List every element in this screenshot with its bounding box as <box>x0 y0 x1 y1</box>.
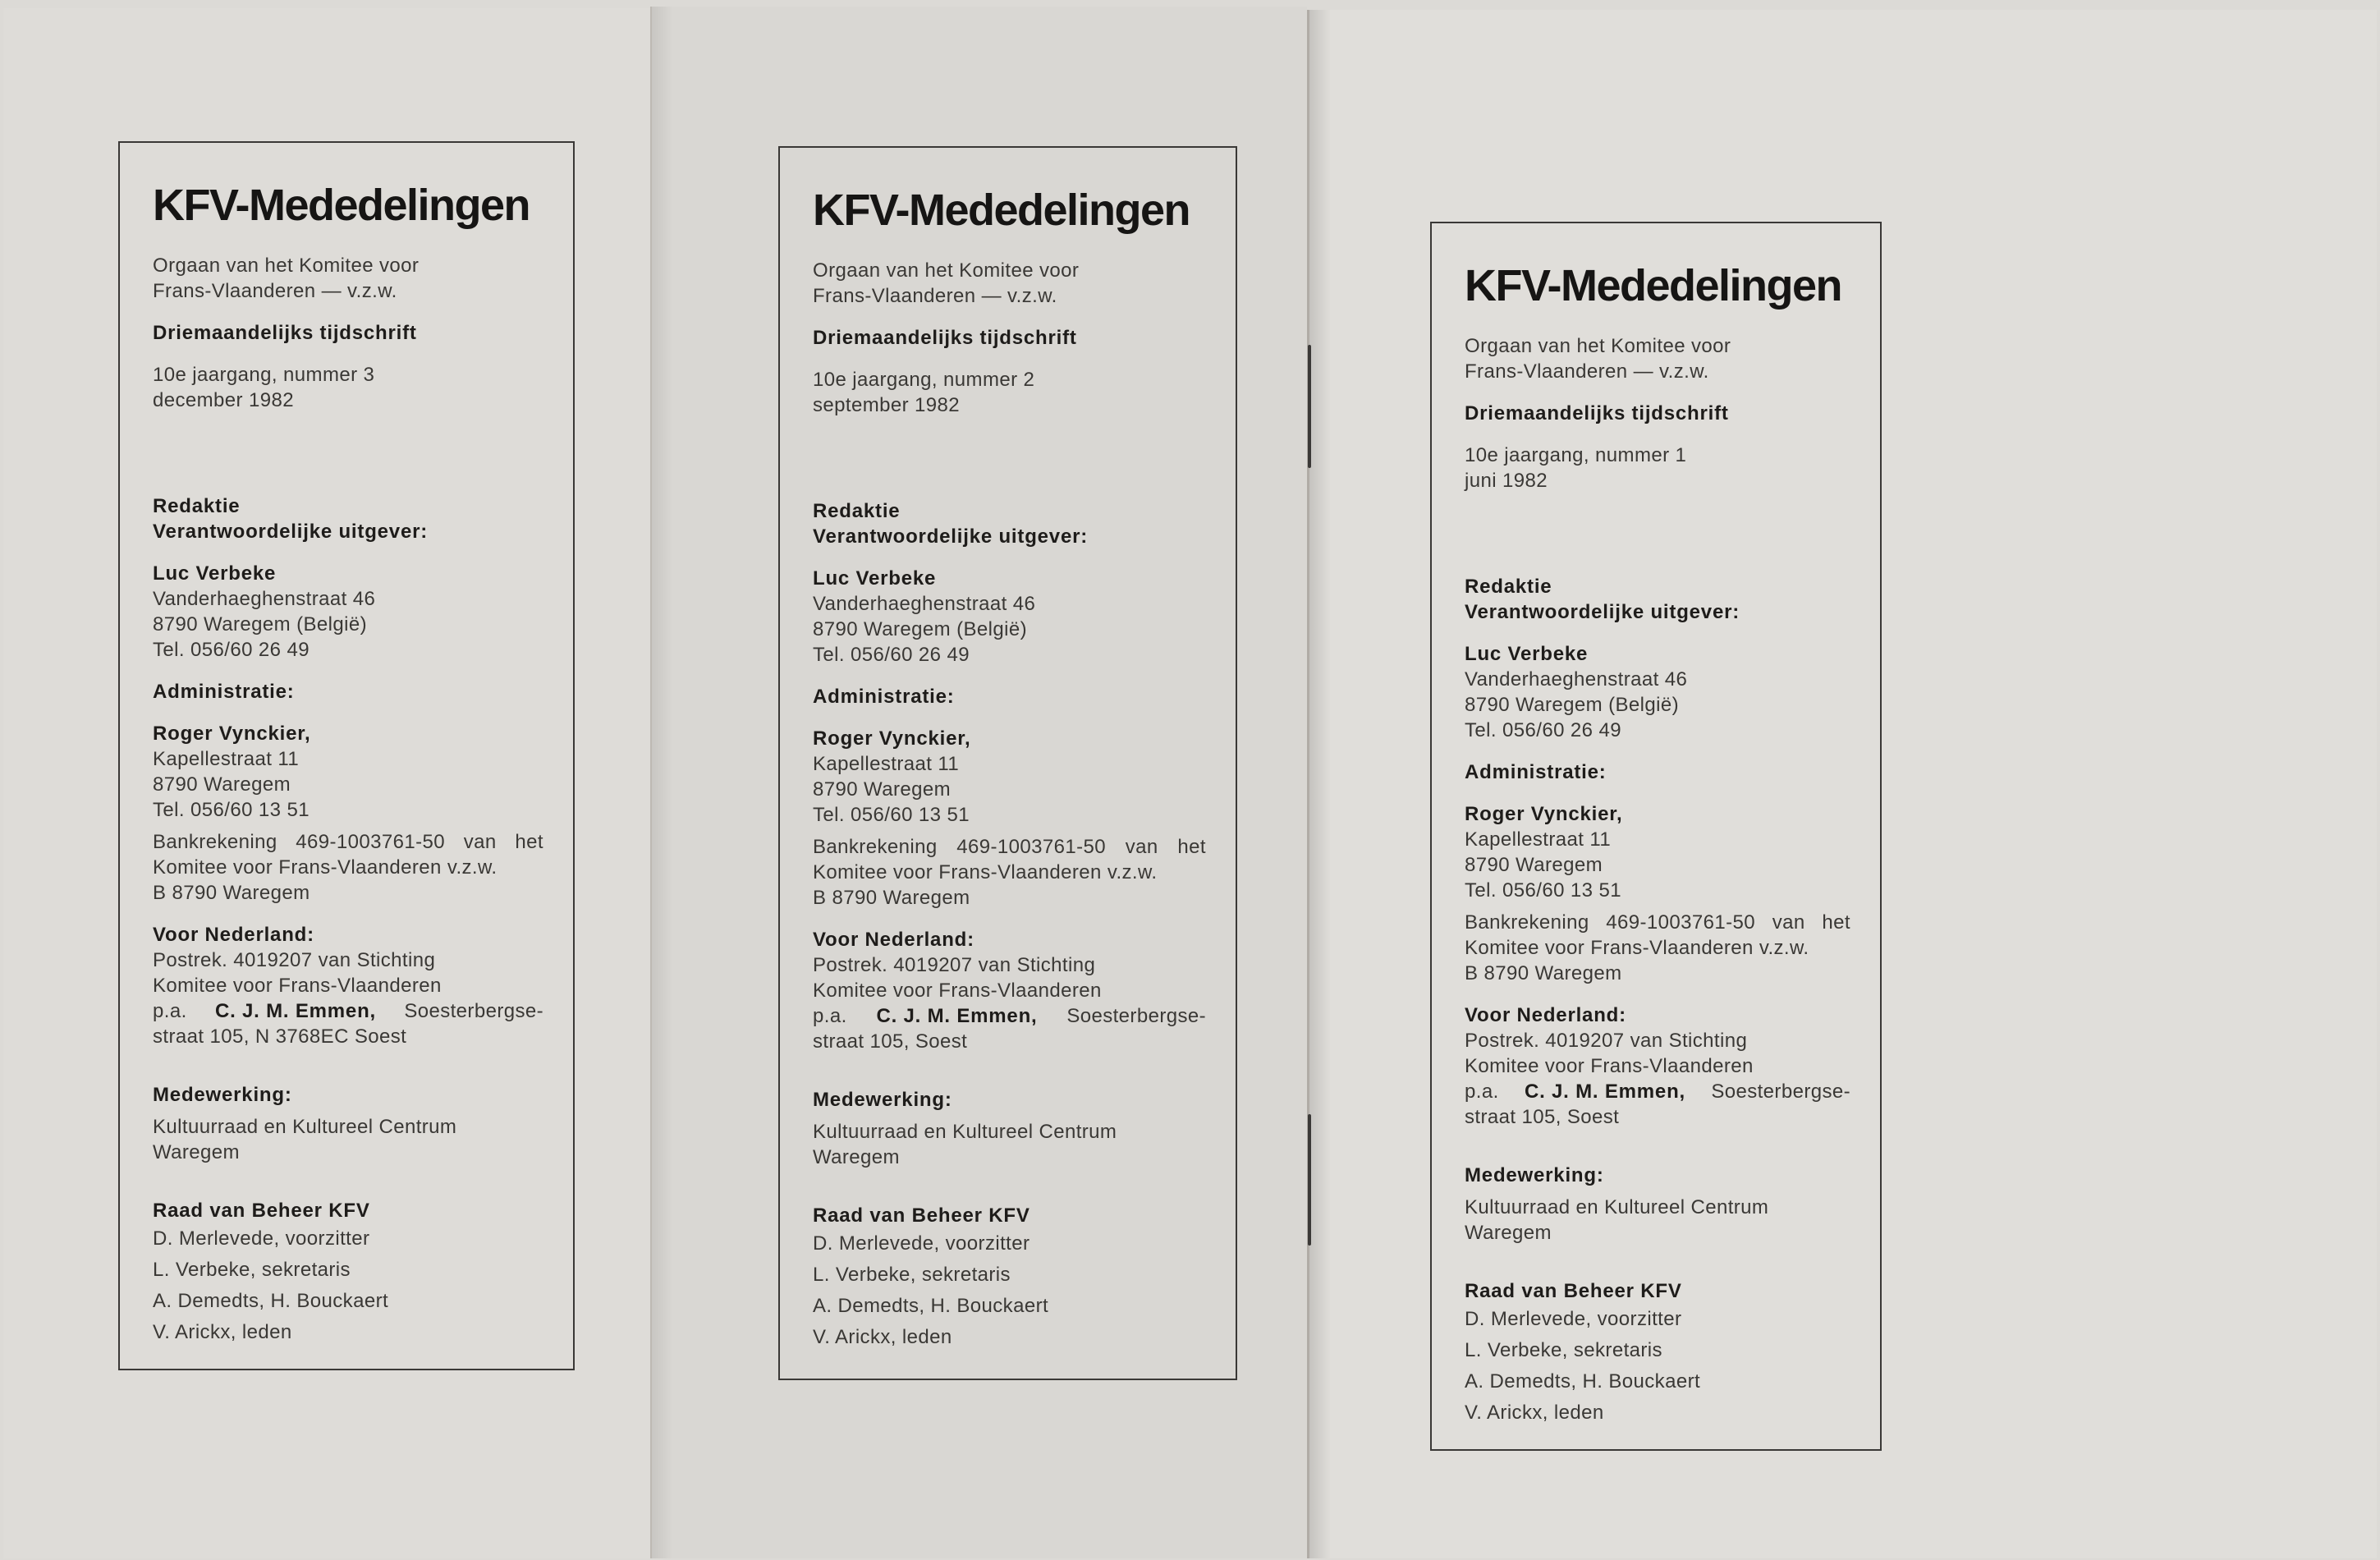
issue-date: september 1982 <box>813 394 961 416</box>
volume-number: 10e jaargang, nummer 2 <box>813 369 1035 391</box>
street-part: Soesterbergse- <box>1711 1081 1850 1103</box>
bank-account-number: 469-1003761-50 <box>1606 911 1756 934</box>
periodical-label: Driemaandelijks tijdschrift <box>153 322 417 344</box>
netherlands-address: straat 105, Soest <box>1465 1106 1620 1128</box>
bank-account-city: B 8790 Waregem <box>153 882 310 904</box>
netherlands-address: straat 105, Soest <box>813 1030 968 1053</box>
netherlands-postal-account: Postrek. 4019207 van Stichting <box>153 949 436 971</box>
masthead-title: KFV-Mededelingen <box>153 181 530 230</box>
organ-line: Frans-Vlaanderen — v.z.w. <box>153 280 397 302</box>
redaktie-heading: Redaktie <box>1465 576 1552 598</box>
publisher-city: 8790 Waregem (België) <box>153 613 367 635</box>
organ-line: Frans-Vlaanderen — v.z.w. <box>1465 360 1709 383</box>
bank-account-city: B 8790 Waregem <box>1465 962 1622 984</box>
care-of-label: p.a. <box>813 1005 847 1027</box>
administration-label: Administratie: <box>813 686 955 708</box>
bank-word: het <box>1822 911 1850 934</box>
colophon-box <box>1430 222 1882 1451</box>
organ-line: Orgaan van het Komitee voor <box>1465 335 1731 357</box>
board-member: L. Verbeke, sekretaris <box>1465 1339 1662 1361</box>
administration-street: Kapellestraat 11 <box>1465 828 1612 851</box>
colophon-box <box>778 146 1237 1380</box>
netherlands-foundation: Komitee voor Frans-Vlaanderen <box>1465 1055 1754 1077</box>
volume-number: 10e jaargang, nummer 3 <box>153 364 375 386</box>
administration-label: Administratie: <box>153 681 295 703</box>
bank-account-number: 469-1003761-50 <box>956 836 1107 858</box>
issue-date: juni 1982 <box>1465 470 1548 492</box>
publisher-label: Verantwoordelijke uitgever: <box>813 525 1089 548</box>
publisher-label: Verantwoordelijke uitgever: <box>153 521 429 543</box>
publisher-city: 8790 Waregem (België) <box>1465 694 1679 716</box>
bank-account-number: 469-1003761-50 <box>296 831 446 853</box>
publisher-name: Luc Verbeke <box>153 562 277 585</box>
netherlands-label: Voor Nederland: <box>153 924 314 946</box>
netherlands-label: Voor Nederland: <box>1465 1004 1626 1026</box>
publisher-label: Verantwoordelijke uitgever: <box>1465 601 1740 623</box>
bank-account-holder: Komitee voor Frans-Vlaanderen v.z.w. <box>1465 937 1809 959</box>
board-member: A. Demedts, H. Bouckaert <box>813 1295 1049 1317</box>
contact-name: C. J. M. Emmen, <box>214 1000 376 1022</box>
board-member: D. Merlevede, voorzitter <box>1465 1308 1682 1330</box>
netherlands-contact-line <box>1465 1079 1850 1104</box>
netherlands-postal-account: Postrek. 4019207 van Stichting <box>1465 1030 1748 1052</box>
board-heading: Raad van Beheer KFV <box>1465 1280 1682 1302</box>
publisher-phone: Tel. 056/60 26 49 <box>153 639 310 661</box>
bank-word: Bankrekening <box>813 836 938 858</box>
administration-label: Administratie: <box>1465 761 1607 783</box>
board-member: D. Merlevede, voorzitter <box>153 1227 370 1250</box>
organ-line: Frans-Vlaanderen — v.z.w. <box>813 285 1057 307</box>
bank-word: het <box>1177 836 1206 858</box>
cooperation-label: Medewerking: <box>153 1084 292 1106</box>
board-member: A. Demedts, H. Bouckaert <box>1465 1370 1701 1393</box>
publisher-city: 8790 Waregem (België) <box>813 618 1027 640</box>
bank-account-line <box>813 834 1206 860</box>
cooperation-line: Waregem <box>813 1146 900 1168</box>
masthead-title: KFV-Mededelingen <box>813 186 1190 235</box>
bank-account-line <box>1465 910 1850 935</box>
administration-phone: Tel. 056/60 13 51 <box>813 804 970 826</box>
contact-name: C. J. M. Emmen, <box>876 1005 1038 1027</box>
netherlands-postal-account: Postrek. 4019207 van Stichting <box>813 954 1096 976</box>
street-part: Soesterbergse- <box>404 1000 543 1022</box>
board-member: V. Arickx, leden <box>153 1321 292 1343</box>
street-part: Soesterbergse- <box>1066 1005 1206 1027</box>
cooperation-line: Kultuurraad en Kultureel Centrum <box>1465 1196 1769 1218</box>
spine-shadow <box>1309 10 1331 1558</box>
spine-shadow <box>652 7 673 1558</box>
administration-street: Kapellestraat 11 <box>153 748 300 770</box>
netherlands-label: Voor Nederland: <box>813 929 974 951</box>
bank-account-holder: Komitee voor Frans-Vlaanderen v.z.w. <box>813 861 1158 883</box>
cooperation-label: Medewerking: <box>813 1089 952 1111</box>
care-of-label: p.a. <box>1465 1081 1499 1103</box>
bank-word: van <box>1772 911 1805 934</box>
board-member: V. Arickx, leden <box>813 1326 952 1348</box>
organ-line: Orgaan van het Komitee voor <box>153 255 420 277</box>
board-heading: Raad van Beheer KFV <box>813 1204 1030 1227</box>
cooperation-line: Kultuurraad en Kultureel Centrum <box>813 1121 1117 1143</box>
netherlands-address: straat 105, N 3768EC Soest <box>153 1025 407 1048</box>
administration-street: Kapellestraat 11 <box>813 753 960 775</box>
board-member: D. Merlevede, voorzitter <box>813 1232 1030 1255</box>
bank-word: van <box>1125 836 1158 858</box>
board-member: L. Verbeke, sekretaris <box>153 1259 351 1281</box>
periodical-label: Driemaandelijks tijdschrift <box>813 327 1077 349</box>
bank-account-city: B 8790 Waregem <box>813 887 970 909</box>
netherlands-foundation: Komitee voor Frans-Vlaanderen <box>153 975 442 997</box>
volume-number: 10e jaargang, nummer 1 <box>1465 444 1687 466</box>
care-of-label: p.a. <box>153 1000 187 1022</box>
colophon-box <box>118 141 575 1370</box>
bank-word: van <box>463 831 497 853</box>
cooperation-line: Waregem <box>1465 1222 1552 1244</box>
administration-city: 8790 Waregem <box>1465 854 1603 876</box>
netherlands-contact-line <box>153 998 543 1024</box>
bank-word: Bankrekening <box>1465 911 1589 934</box>
bank-word: Bankrekening <box>153 831 277 853</box>
netherlands-contact-line <box>813 1003 1206 1029</box>
administration-name: Roger Vynckier, <box>813 727 971 750</box>
staple-mark <box>1308 1114 1311 1246</box>
issue-date: december 1982 <box>153 389 294 411</box>
administration-phone: Tel. 056/60 13 51 <box>153 799 310 821</box>
board-member: L. Verbeke, sekretaris <box>813 1264 1011 1286</box>
redaktie-heading: Redaktie <box>813 500 901 522</box>
administration-city: 8790 Waregem <box>813 778 951 801</box>
bank-account-holder: Komitee voor Frans-Vlaanderen v.z.w. <box>153 856 498 879</box>
contact-name: C. J. M. Emmen, <box>1524 1081 1685 1103</box>
bank-word: het <box>515 831 543 853</box>
administration-city: 8790 Waregem <box>153 773 291 796</box>
staple-mark <box>1308 345 1311 468</box>
publisher-phone: Tel. 056/60 26 49 <box>1465 719 1621 741</box>
publisher-name: Luc Verbeke <box>813 567 937 590</box>
cooperation-line: Kultuurraad en Kultureel Centrum <box>153 1116 457 1138</box>
netherlands-foundation: Komitee voor Frans-Vlaanderen <box>813 980 1102 1002</box>
periodical-label: Driemaandelijks tijdschrift <box>1465 402 1729 424</box>
publisher-phone: Tel. 056/60 26 49 <box>813 644 970 666</box>
publisher-name: Luc Verbeke <box>1465 643 1589 665</box>
masthead-title: KFV-Mededelingen <box>1465 261 1842 310</box>
cooperation-line: Waregem <box>153 1141 240 1163</box>
board-member: V. Arickx, leden <box>1465 1402 1604 1424</box>
administration-phone: Tel. 056/60 13 51 <box>1465 879 1621 902</box>
board-member: A. Demedts, H. Bouckaert <box>153 1290 389 1312</box>
publisher-street: Vanderhaeghenstraat 46 <box>813 593 1036 615</box>
administration-name: Roger Vynckier, <box>153 723 311 745</box>
redaktie-heading: Redaktie <box>153 495 241 517</box>
publisher-street: Vanderhaeghenstraat 46 <box>153 588 376 610</box>
organ-line: Orgaan van het Komitee voor <box>813 259 1080 282</box>
cooperation-label: Medewerking: <box>1465 1164 1604 1186</box>
administration-name: Roger Vynckier, <box>1465 803 1623 825</box>
publisher-street: Vanderhaeghenstraat 46 <box>1465 668 1688 691</box>
bank-account-line <box>153 829 543 855</box>
board-heading: Raad van Beheer KFV <box>153 1200 370 1222</box>
